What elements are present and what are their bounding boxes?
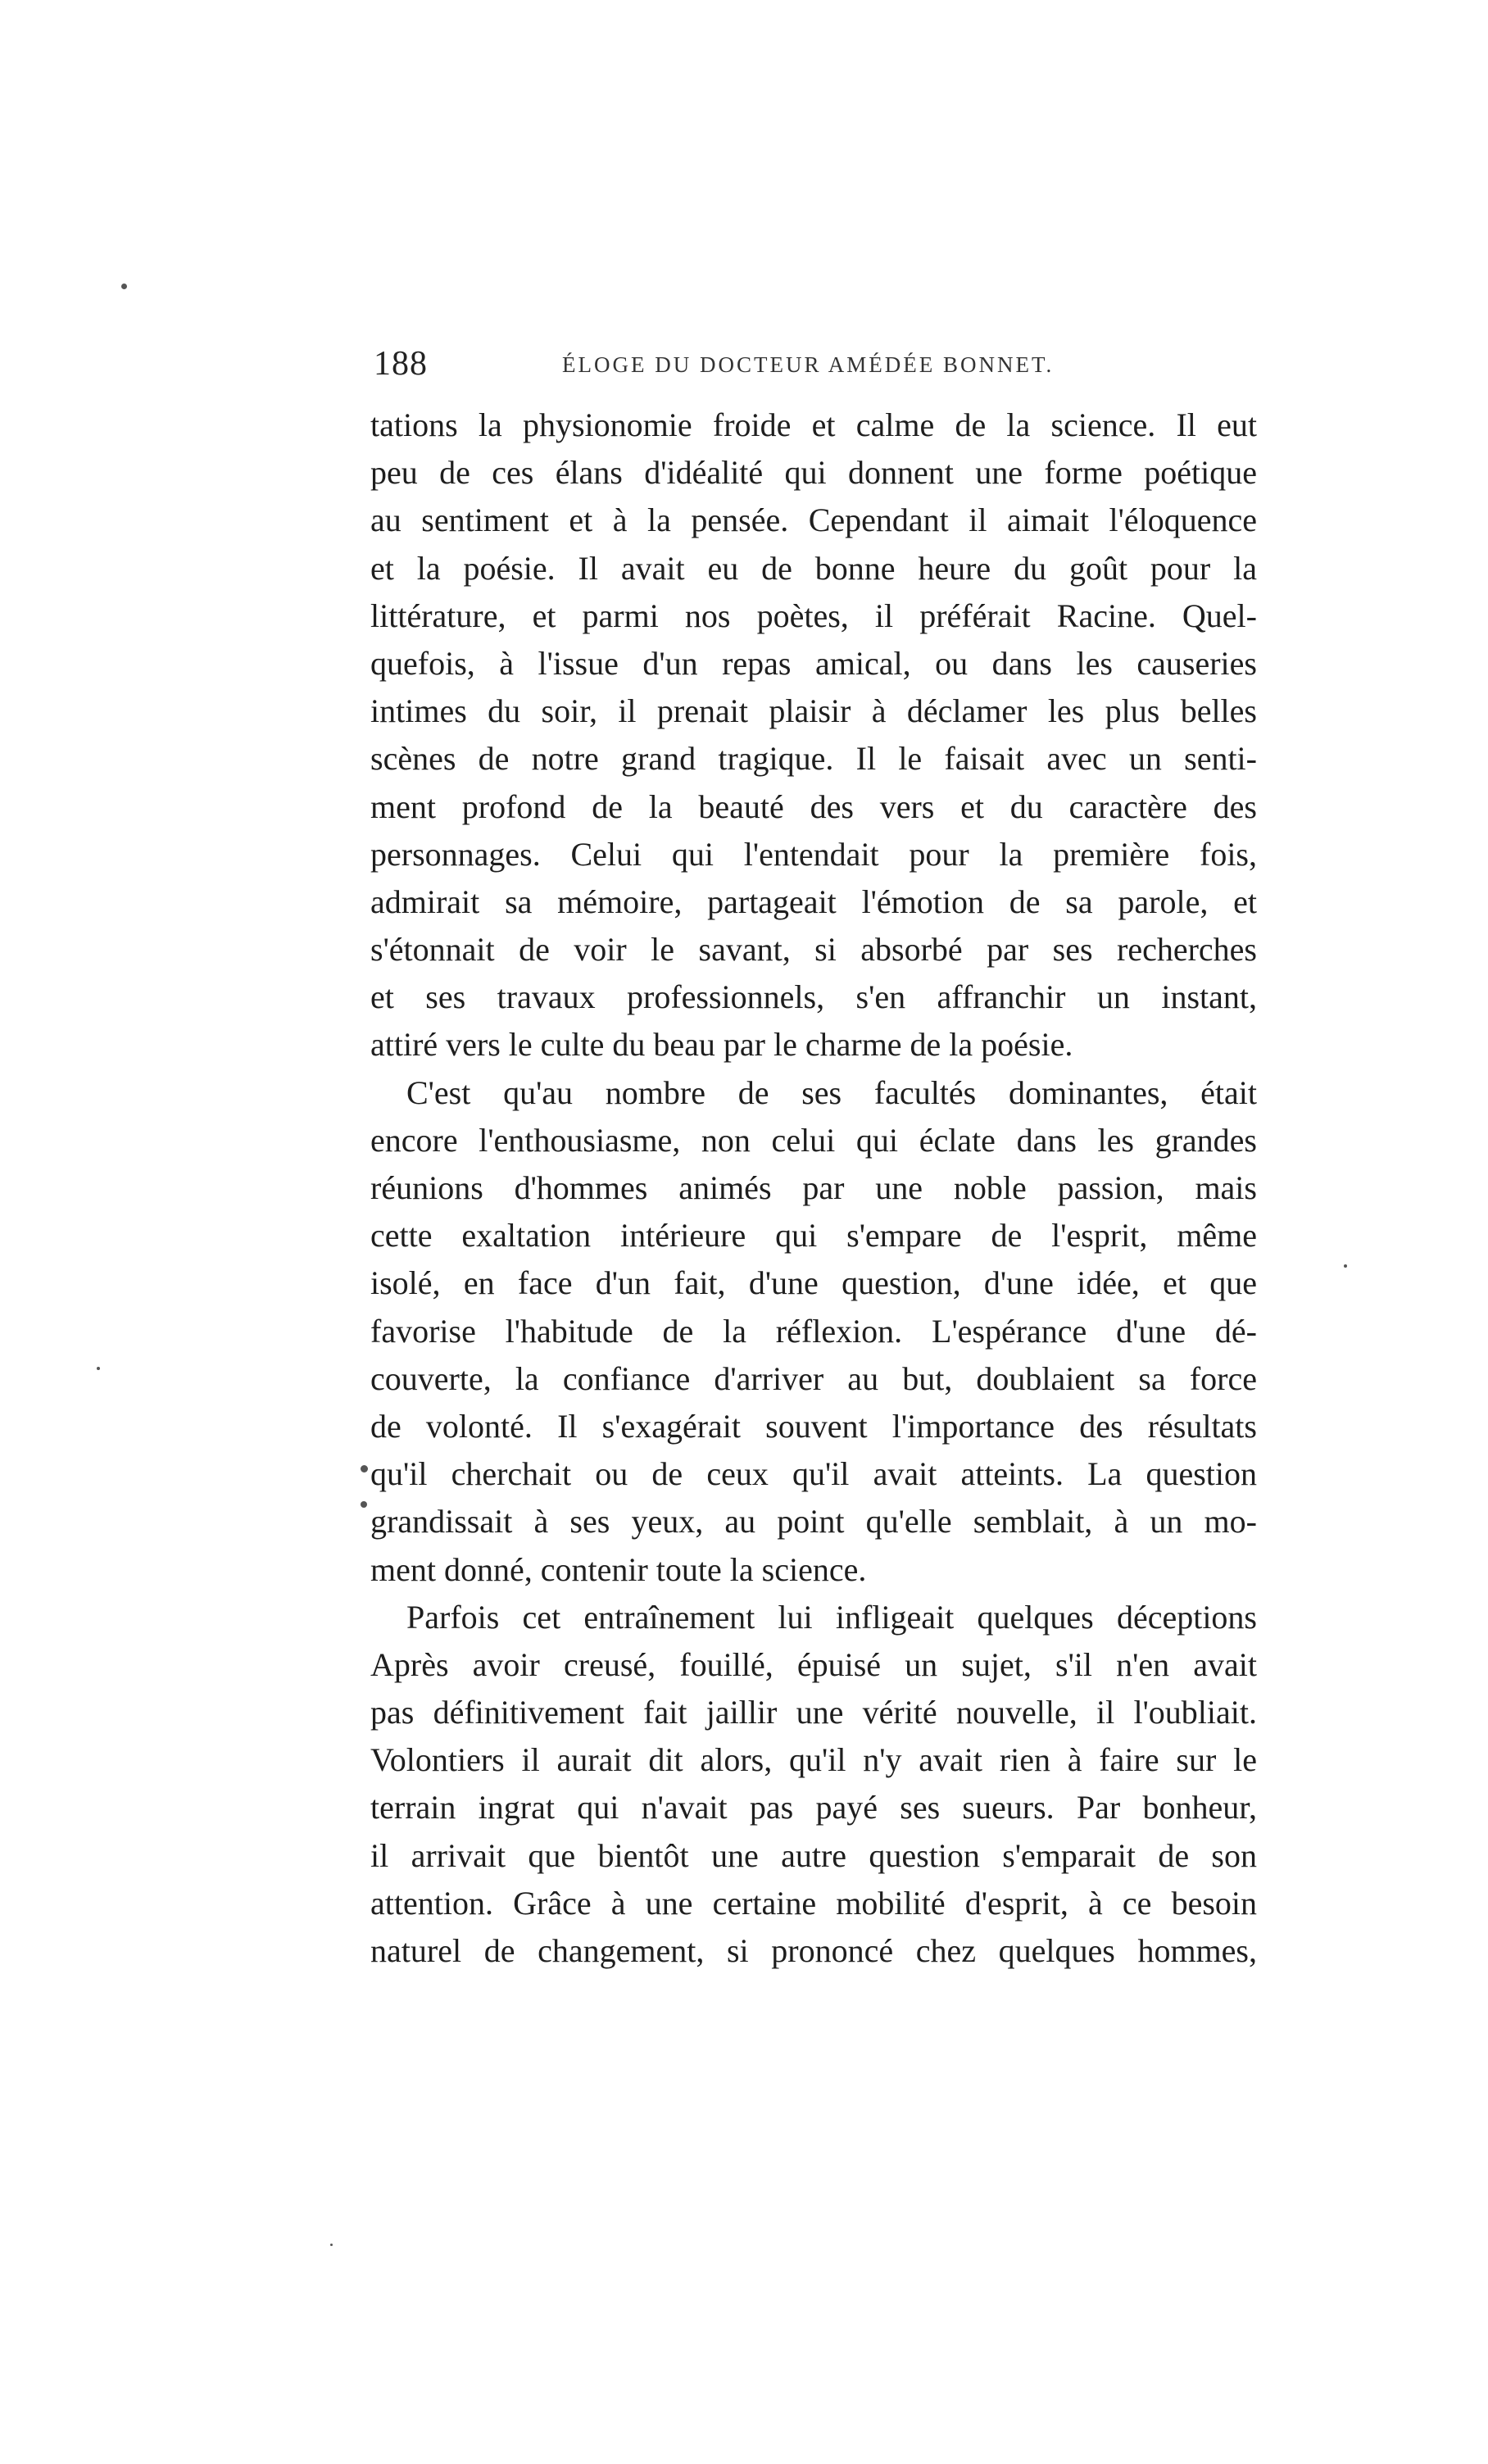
text-line: attiré vers le culte du beau par le charme de la poésie. (370, 1026, 1073, 1064)
text-line: au sentiment et à la pensée. Cependant il aimait l'éloquence (370, 501, 1257, 539)
scan-speck (97, 1367, 100, 1370)
text-line: littérature, et parmi nos poètes, il préférait Racine. Quel- (370, 597, 1257, 634)
text-line: Après avoir creusé, fouillé, épuisé un sujet, s'il n'en avait (370, 1645, 1257, 1683)
text-line: s'étonnait de voir le savant, si absorbé par ses recherches (370, 931, 1257, 969)
text-line: intimes du soir, il prenait plaisir à déclamer les plus belles (370, 692, 1257, 730)
running-title: ÉLOGE DU DOCTEUR AMÉDÉE BONNET. (562, 352, 1055, 377)
scan-speck (1344, 1264, 1347, 1268)
scan-speck (361, 1501, 367, 1508)
body-text (370, 402, 1257, 1975)
text-line: scènes de notre grand tragique. Il le faisait avec un senti- (370, 740, 1257, 778)
text-line: grandissait à ses yeux, au point qu'elle semblait, à un mo- (370, 1503, 1257, 1541)
text-line: de volonté. Il s'exagérait souvent l'importance des résultats (370, 1407, 1257, 1445)
running-head (374, 344, 1111, 393)
text-line: ment donné, contenir toute la science. (370, 1550, 867, 1588)
text-line: pas définitivement fait jaillir une vérité nouvelle, il l'oubliait. (370, 1694, 1257, 1731)
text-line: terrain ingrat qui n'avait pas payé ses sueurs. Par bonheur, (370, 1789, 1257, 1826)
text-line: Parfois cet entraînement lui infligeait quelques déceptions (406, 1598, 1257, 1636)
text-line: attention. Grâce à une certaine mobilité d'esprit, à ce besoin (370, 1884, 1257, 1922)
text-line: couverte, la confiance d'arriver au but, doublaient sa force (370, 1359, 1257, 1397)
text-line: réunions d'hommes animés par une noble passion, mais (370, 1169, 1257, 1206)
text-line: personnages. Celui qui l'entendait pour la première fois, (370, 835, 1257, 873)
text-line: naturel de changement, si prononcé chez quelques hommes, (370, 1932, 1257, 1969)
text-line: isolé, en face d'un fait, d'une question, d'une idée, et que (370, 1264, 1257, 1302)
page-number: 188 (374, 345, 428, 383)
text-line: et ses travaux professionnels, s'en affranchir un instant, (370, 978, 1257, 1016)
text-line: qu'il cherchait ou de ceux qu'il avait atteints. La question (370, 1455, 1257, 1493)
text-line: il arrivait que bientôt une autre question s'emparait de son (370, 1836, 1257, 1874)
text-line: cette exaltation intérieure qui s'empare de l'esprit, même (370, 1217, 1257, 1255)
text-line: et la poésie. Il avait eu de bonne heure du goût pour la (370, 549, 1257, 587)
text-line: favorise l'habitude de la réflexion. L'espérance d'une dé- (370, 1312, 1257, 1350)
text-line: admirait sa mémoire, partageait l'émotion de sa parole, et (370, 883, 1257, 920)
text-line: peu de ces élans d'idéalité qui donnent une forme poétique (370, 454, 1257, 492)
text-line: quefois, à l'issue d'un repas amical, ou dans les causeries (370, 644, 1257, 682)
text-line: ment profond de la beauté des vers et du caractère des (370, 787, 1257, 825)
scan-speck (121, 284, 127, 289)
text-line: C'est qu'au nombre de ses facultés dominantes, était (406, 1073, 1257, 1111)
text-line: tations la physionomie froide et calme de la science. Il eut (370, 406, 1257, 443)
text-line: encore l'enthousiasme, non celui qui éclate dans les grandes (370, 1121, 1257, 1159)
scan-speck (361, 1465, 368, 1473)
scan-speck (330, 2244, 333, 2246)
text-line: Volontiers il aurait dit alors, qu'il n'y avait rien à faire sur le (370, 1741, 1257, 1779)
